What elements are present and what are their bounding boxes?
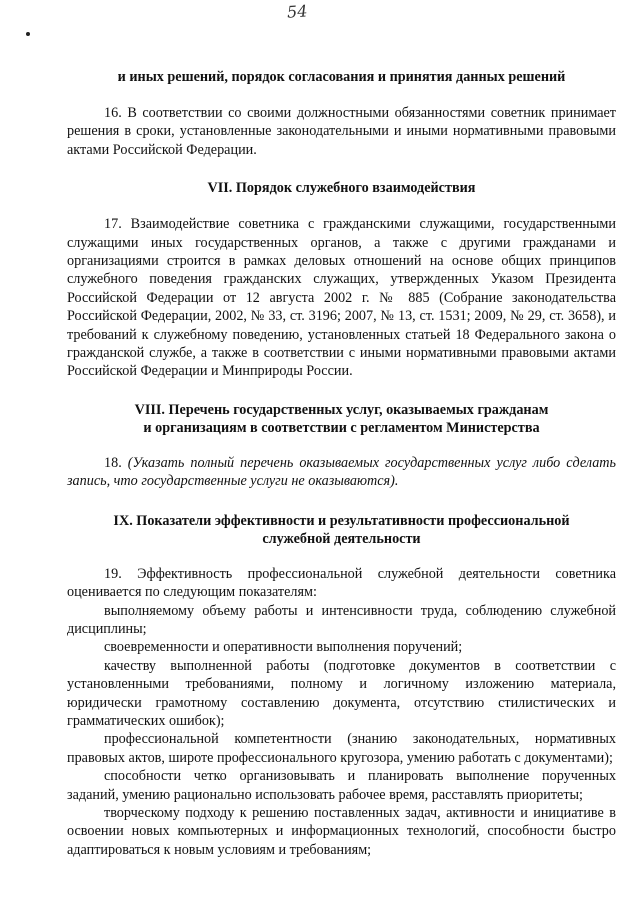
section-6-heading-tail: и иных решений, порядок согласования и принятия данных решений (117, 69, 566, 85)
paragraph-18 (67, 454, 616, 491)
section-9-heading-line-1: IX. Показатели эффективности и результативности профессиональной (113, 512, 570, 529)
paragraph-18-instruction: (Указать полный перечень оказываемых государственных услуг либо сделать запись, что государственные услуги не оказываются). (67, 454, 616, 490)
section-9-heading-line-2: служебной деятельности (262, 530, 421, 547)
section-7-heading: VII. Порядок служебного взаимодействия (207, 180, 476, 197)
paragraph-19-item: профессиональной компетентности (знанию законодательных, нормативных правовых актов, широте профессионального кругозора, умению работать с документами); (67, 731, 616, 766)
paragraph-19-item: способности четко организовывать и планировать выполнение порученных заданий, умению рационально использовать рабочее время, расставлять приоритеты; (67, 768, 616, 803)
handwritten-page-number: 54 (286, 1, 308, 22)
paragraph-16: 16. В соответствии со своими должностными обязанностями советник принимает решения в сроки, установленные законодательными и иными нормативными правовыми актами Российской Федерации. (67, 105, 616, 158)
section-8-heading-line-1: VIII. Перечень государственных услуг, оказываемых гражданам (134, 401, 549, 418)
section-8-heading-line-2: и организациям в соответствии с регламентом Министерства (143, 419, 540, 436)
scan-mark (26, 32, 30, 36)
paragraph-17: 17. Взаимодействие советника с гражданскими служащими, государственными служащими иных государственных органов, а также с другими гражданами и организациями строится в рамках деловых отношений на основе общих принципов служебного поведения гражданских служащих, утвержденных Указом Президента Российской Федерации от 12 августа 2002 г. № 885 (Собрание законодательства Российской Федерации, 2002, № 33, ст. 3196; 2007, № 13, ст. 1531; 2009, № 29, ст. 3658), и требований к служебному поведению, установленных статьей 18 Федерального закона о гражданской службе, а также в соответствии с иными нормативными правовыми актами Российской Федерации и Минприроды России. (67, 216, 616, 380)
paragraph-19-item: качеству выполненной работы (подготовке документов в соответствии с установленными требованиями, полному и логичному изложению материала, юридически грамотному составлению документа, отсутствию стилистических и грамматических ошибок); (67, 657, 616, 729)
paragraph-19-item: творческому подходу к решению поставленных задач, активности и инициативе в освоении новых компьютерных и информационных технологий, способности быстро адаптироваться к новым условиям и требованиям; (67, 804, 616, 858)
paragraph-18-number: 18. (104, 454, 128, 471)
paragraph-19-item: выполняемому объему работы и интенсивности труда, соблюдению служебной дисциплины; (67, 602, 616, 637)
paragraph-19: 19. Эффективность профессиональной служебной деятельности советника оценивается по следующим показателям: (67, 565, 616, 601)
document-body (67, 68, 616, 859)
paragraph-19-item: своевременности и оперативности выполнения поручений; (104, 639, 463, 656)
